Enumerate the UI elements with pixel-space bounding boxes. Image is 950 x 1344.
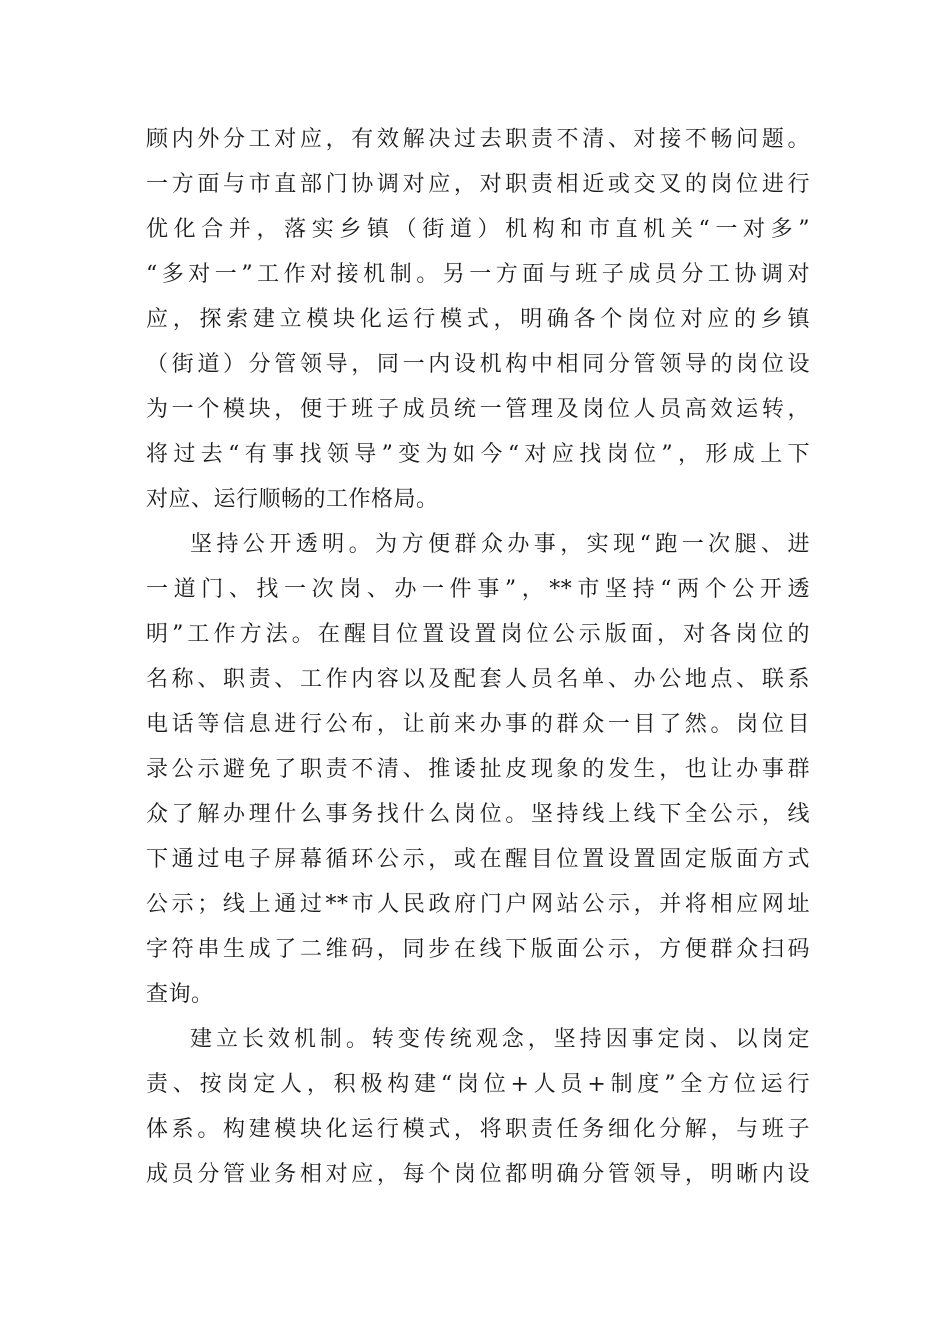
text-line: 坚持公开透明。为方便群众办事，实现“跑一次腿、进 [190,532,810,557]
text-line: 责、按岗定人，积极构建“岗位+人员+制度”全方位运行 [146,1072,810,1097]
text-line: 公示；线上通过**市人民政府门户网站公示，并将相应网址 [146,892,810,917]
paragraph-3 [146,1017,810,1197]
document-body [146,117,810,1197]
text-line: 明”工作方法。在醒目位置设置岗位公示版面，对各岗位的 [146,622,810,647]
text-line: 名称、职责、工作内容以及配套人员名单、办公地点、联系 [146,667,810,692]
text-line: （街道）分管领导，同一内设机构中相同分管领导的岗位设 [146,352,810,377]
text-line: 一道门、找一次岗、办一件事”，**市坚持“两个公开透 [146,577,810,602]
text-line: 对应、运行顺畅的工作格局。 [146,487,439,512]
text-line: 查询。 [146,982,214,1007]
text-line: 成员分管业务相对应，每个岗位都明确分管领导，明晰内设 [146,1162,810,1187]
paragraph-1 [146,117,810,522]
text-line: 为一个模块，便于班子成员统一管理及岗位人员高效运转， [146,397,810,422]
text-line: 应，探索建立模块化运行模式，明确各个岗位对应的乡镇 [146,307,810,332]
text-line: 众了解办理什么事务找什么岗位。坚持线上线下全公示，线 [146,802,810,827]
text-line: 录公示避免了职责不清、推诿扯皮现象的发生，也让办事群 [146,757,810,782]
text-line: 优化合并，落实乡镇（街道）机构和市直机关“一对多” [146,217,810,242]
text-line: 顾内外分工对应，有效解决过去职责不清、对接不畅问题。 [146,127,810,152]
text-line: 下通过电子屏幕循环公示，或在醒目位置设置固定版面方式 [146,847,810,872]
text-line: 建立长效机制。转变传统观念，坚持因事定岗、以岗定 [190,1027,810,1052]
text-line: 体系。构建模块化运行模式，将职责任务细化分解，与班子 [146,1117,810,1142]
paragraph-2 [146,522,810,1017]
text-line: 一方面与市直部门协调对应，对职责相近或交叉的岗位进行 [146,172,810,197]
text-line: 将过去“有事找领导”变为如今“对应找岗位”，形成上下 [146,442,810,467]
text-line: 电话等信息进行公布，让前来办事的群众一目了然。岗位目 [146,712,810,737]
text-line: “多对一”工作对接机制。另一方面与班子成员分工协调对 [146,262,810,287]
text-line: 字符串生成了二维码，同步在线下版面公示，方便群众扫码 [146,937,810,962]
